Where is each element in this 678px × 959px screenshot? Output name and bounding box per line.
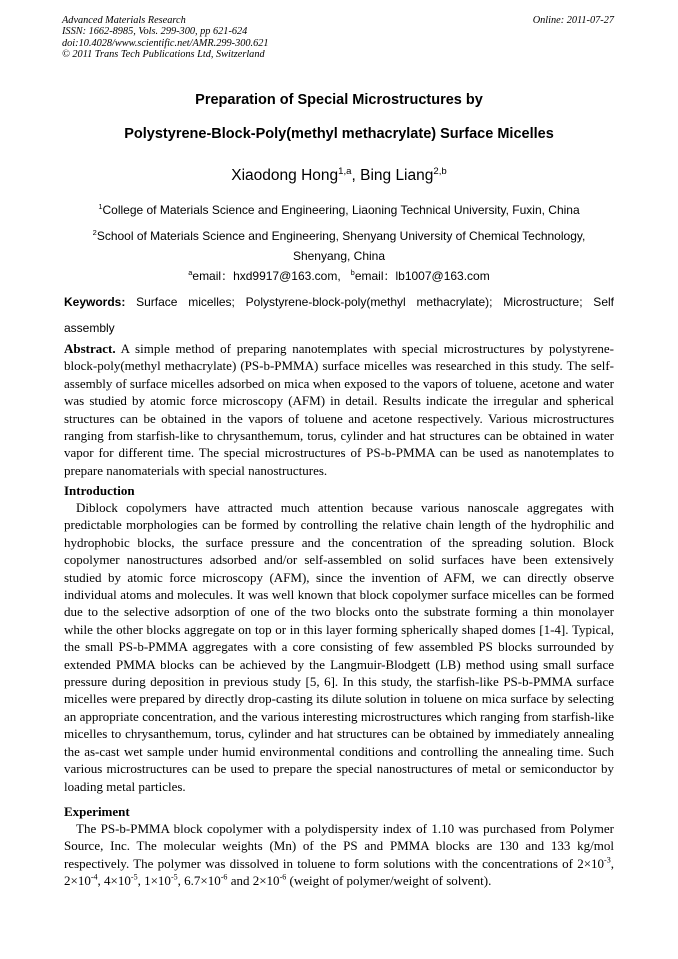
concentration-exponent: -5 [130,872,138,882]
concentration: 1×10 [144,873,171,889]
paper-title-line-1: Preparation of Special Microstructures by [195,92,483,108]
introduction-paragraph: Diblock copolymers have attracted much attention because various nanoscale aggregates with predictable morphologies can be formed by controlling the relative chain length of the hydrophilic and hydrophobic blocks, the surface pressure and the concentration of the spreading solution. Block copolymer nanostructures adsorbed and/or self-assembled on solid surfaces have been extensively studied by atomic force microscopy (AFM), since the invention of AFM, we can directly observe individual atoms and molecules. It was well known that block copolymer surface micelles can be formed due to the selective adsorption of one of the two blocks onto the substrate forming a thin monolayer while the other blocks aggregate on top or in this layer forming spherically shaped domes [1-4]. Typical, the small PS-b-PMMA aggregates with a core consisting of few assembled PS blocks surrounded by extended PMMA blocks can be achieved by the Langmuir-Blodgett (LB) method using small surface pressure during deposition in previous study [5, 6]. In this study, the starfish-like PS-b-PMMA surface micelles were prepared by directly drop-casting its dilute solution in toluene on mica surface by selecting an appropriate concentration, and the various interesting microstructures which ranging from starfish-like micelles to chrysanthemum, torus, cylinder and hat structures can be obtained by immediately annealing the as-cast wet sample under humid environmental conditions and controlling the annealing time. Such various microstructures can be used to prepare the special nanostructures of metal or semiconductor by loading metal particles. [64,500,614,794]
separator: and [227,873,253,889]
abstract [64,340,614,479]
concentration: 6.7×10 [184,873,221,889]
author-separator: , [351,167,361,184]
abstract-label: Abstract. [64,341,116,356]
affiliation-2 [64,226,614,266]
affiliation-text: School of Materials Science and Engineering, Shenyang University of Chemical Technology, Shenyang, China [96,229,586,263]
online-date: Online: 2011-07-27 [532,15,614,26]
concentration: 2×10 [577,855,605,871]
author-list [64,166,614,186]
concentration: 2×10 [64,873,91,889]
email-superscript: a [188,268,193,277]
author-superscript: 2,b [433,165,447,177]
section-heading-introduction: Introduction [64,483,135,498]
keywords-label: Keywords: [64,295,126,309]
author-name: Bing Liang [360,167,434,184]
affiliation-text: College of Materials Science and Engineering, Liaoning Technical University, Fuxin, China [102,203,580,217]
affiliation-superscript: 1 [98,202,103,211]
concentration-exponent: -6 [279,872,287,882]
concentration: 4×10 [104,873,131,889]
concentration-exponent: -5 [170,872,178,882]
affiliation-1 [64,200,614,220]
separator: , [177,873,185,889]
experiment-paragraph [64,820,614,890]
doi-line: doi:10.4028/www.scientific.net/AMR.299-300.621 [62,37,269,49]
separator: , [137,873,145,889]
journal-header [62,15,269,60]
copyright-line: © 2011 Trans Tech Publications Ltd, Switzerland [62,48,265,60]
experiment-text: (weight of polymer/weight of solvent). [286,873,492,889]
author-emails [64,266,614,286]
issn-line: ISSN: 1662-8985, Vols. 299-300, pp 621-624 [62,26,248,38]
paper-title-line-2: Polystyrene-Block-Poly(methyl methacrylate) Surface Micelles [124,126,554,142]
concentration-exponent: -6 [220,872,228,882]
email-superscript: b [350,268,355,277]
separator: , [610,855,614,871]
concentration-exponent: -3 [604,855,611,865]
email-link[interactable]: email：hxd9917@163.com, [192,269,341,283]
keywords [64,289,614,341]
separator: , [97,873,105,889]
concentration-exponent: -4 [90,872,98,882]
experiment-text: The PS-b-PMMA block copolymer with a polydispersity index of 1.10 was purchased from Polymer Source, Inc. The molecular weights (Mn) of the PS and PMMA blocks are 130 and 133 kg/mol respectively. The polymer was dissolved in toluene to form solutions with the concentrations of [64,821,614,871]
email-link[interactable]: email：lb1007@163.com [354,269,490,283]
author-superscript: 1,a [338,165,352,177]
concentration: 2×10 [252,873,280,889]
section-heading-experiment: Experiment [64,804,130,819]
affiliation-superscript: 2 [92,228,97,237]
keywords-text: Surface micelles; Polystyrene-block-poly(methyl methacrylate); Microstructure; Self assembly [64,295,614,335]
author-name: Xiaodong Hong [231,167,339,184]
journal-name: Advanced Materials Research [62,15,186,26]
abstract-text: A simple method of preparing nanotemplates with special microstructures by polystyrene-block-poly(methyl methacrylate) (PS-b-PMMA) surface micelles was researched in this study. The self-assembly of surface micelles adsorbed on mica when exposed to the vapors of toluene, acetone and water was studied by atomic force microscopy (AFM) in detail. Results indicate the irregular and spherical structures can be obtained in the vapors of toluene and acetone respectively. Various microstructures ranging from starfish-like to chrysanthemum, torus, cylinder and hat structures can be obtained in water vapor for different time. The special microstructures of PS-b-PMMA can be used as nanotemplates to prepare nanomaterials with special nanostructures. [64,341,614,478]
